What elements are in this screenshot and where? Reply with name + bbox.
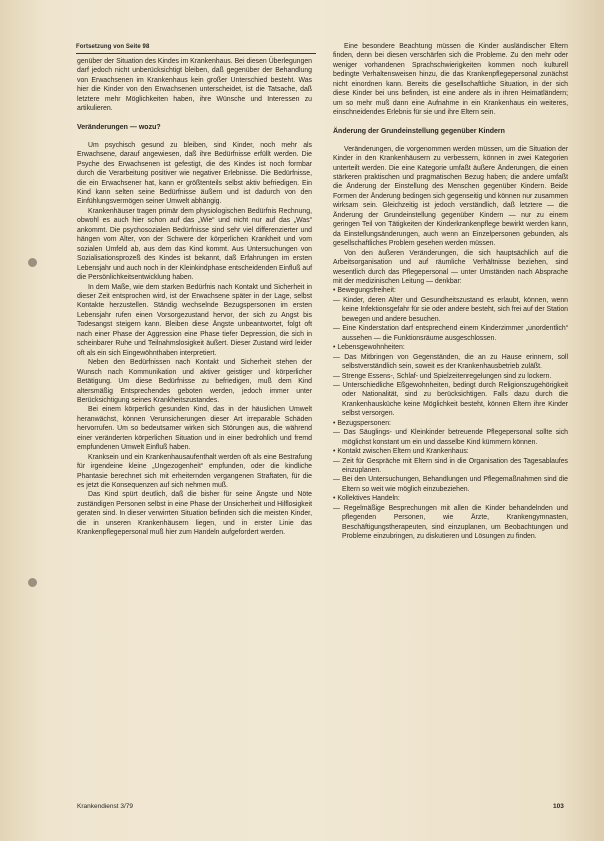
journal-footer: Krankendienst 3/79 bbox=[77, 803, 134, 810]
paragraph: genüber der Situation des Kindes im Krankenhaus. Bei diesen Überlegungen darf jedoch nicht unberücksichtigt bleiben, daß gegenüber der Behandlung von Erwachsenen im Krankenhaus kein großer Unterschied besteht. Was hier die Kinder von den Erwachsenen unterscheidet, ist die Tatsache, daß letztere mehr Möglichkeiten haben, ihre Wünsche und Interessen zu artikulieren. bbox=[77, 58, 312, 113]
list-item: • Bezugspersonen: bbox=[333, 419, 391, 427]
paragraph: Das Kind spürt deutlich, daß die bisher für seine Ängste und Nöte zuständigen Personen selbst in eine Phase der Unsicherheit und Hilflosigkeit geraten sind. In dieser verwirrten Situation befinden sich die meisten Kinder, die in unseren Krankenhäusern liegen, und in erster Linie das Krankenpflegepersonal muß hier zum Handeln aufgefordert werden. bbox=[77, 491, 312, 537]
binder-hole bbox=[28, 258, 37, 267]
list-item: • Lebensgewohnheiten: bbox=[333, 344, 405, 352]
list-item: — Strenge Essens-, Schlaf- und Spielzeitenregelungen sind zu lockern. bbox=[333, 372, 552, 380]
right-column bbox=[333, 42, 568, 542]
list-item: — Das Mitbringen von Gegenständen, die an zu Hause erinnern, soll selbstverständlich sein, soweit es der Krankenhausbetrieb zuläßt. bbox=[333, 353, 568, 371]
list-item: — Unterschiedliche Eßgewohnheiten, bedingt durch Religionszugehörigkeit oder Nationalität, sind zu berücksichtigen. Falls dazu durch die Krankenhausküche keine Möglichkeit besteht, können Eltern ihre Kinder selbst versorgen. bbox=[333, 381, 568, 418]
paragraph: Krankenhäuser tragen primär dem physiologischen Bedürfnis Rechnung, obwohl es auch hier schon auf das „Wie“ und nicht nur auf das „Was“ ankommt. Die psychosozialen Bedürfnisse sind sehr viel differenzierter und hängen vom Alter, von der Schwere der körperlichen Krankheit und vom sozialen Umfeld ab, aus dem das Kind kommt. Aus Untersuchungen von Sozialisationsprozeß des Kindes ist bekannt, daß Erfahrungen im ersten Lebensjahr und auch noch in der Kleinkindphase entscheidenden Einfluß auf die Persönlichkeitsentwicklung haben. bbox=[77, 207, 312, 282]
continuation-label: Fortsetzung von Seite 98 bbox=[76, 44, 150, 50]
left-column bbox=[77, 57, 312, 538]
continuation-rule bbox=[76, 53, 316, 54]
list-item: • Bewegungsfreiheit: bbox=[333, 287, 396, 295]
paragraph: Kranksein und ein Krankenhausaufenthalt werden oft als eine Bestrafung für irgendeine kleine „Ungezogenheit“ empfunden, oder die kindliche Phantasie berechnet sich mit erheiternden vergangenen Straftaten, für die es jetzt die Konsequenzen auf sich nehmen muß. bbox=[77, 453, 312, 490]
paragraph: Von den äußeren Veränderungen, die sich hauptsächlich auf die Arbeitsorganisation und auf räumliche Verhältnisse beziehen, sind wesentlich durch das Pflegepersonal — unter Umständen nach Absprache mit der medizinischen Leitung — denkbar: bbox=[333, 249, 568, 285]
list-item: — Regelmäßige Besprechungen mit allen die Kinder behandelnden und pflegenden Personen, wie Ärzte, Krankengymnasten, Beschäftigungstherapeuten, sind einzuplanen, um Beobachtungen und Probleme einzubringen, zu diskutieren und Lösungen zu finden. bbox=[333, 504, 568, 541]
paragraph: Veränderungen, die vorgenommen werden müssen, um die Situation der Kinder in den Krankenhäusern zu verbessern, können in zwei Kategorien unterteilt werden. Die eine Kategorie umfaßt äußere Änderungen, die einen stärkeren praktischen und pragmatischen Bezug haben; die andere umfaßt die Änderung der Einstellung des Menschen gegenüber Kindern. Beide Formen der Änderung bedingen sich gegenseitig und können nur zusammen wirksam sein. Gleichzeitig ist jedoch verständlich, daß letztere — die Änderung der Grundeinstellung gegenüber Kindern — nur zu einem geringen Teil von Tätigkeiten der Kinderkrankenpflege bewirkt werden kann, da Einstellungsänderungen, auch wenn an Einzelpersonen gebunden, als gesellschaftliches Problem gesehen werden müssen. bbox=[333, 145, 568, 248]
section-heading: Veränderungen — wozu? bbox=[77, 123, 161, 131]
binder-hole bbox=[28, 578, 37, 587]
paragraph: Bei einem körperlich gesunden Kind, das in der häuslichen Umwelt heranwächst, können Verunsicherungen dieser Art irreparable Schäden hervorrufen. Um so bedeutsamer wirken sich Störungen aus, die während einer veränderten körperlichen Situation und in einer bedrohlich und fremd empfundenen Umwelt Einfluß haben. bbox=[77, 406, 312, 452]
paragraph: Eine besondere Beachtung müssen die Kinder ausländischer Eltern finden, denn bei diesen verschärfen sich die Probleme. Zu den mehr oder weniger vorhandenen Sprachschwierigkeiten kommen noch kulturell bedingte Verhaltensweisen hinzu, die das Krankenpflegepersonal zunächst nicht einordnen kann. Bereits die gesellschaftliche Situation, in der sich diese Kinder bei uns befinden, ist eine andere als in ihren Heimatländern; um so mehr muß dann eine Aufnahme in ein Krankenhaus ein weiteres, einschneidendes Erlebnis für sie und ihre Eltern sein. bbox=[333, 43, 568, 117]
list-item: — Eine Kinderstation darf entsprechend einem Kinderzimmer „unordentlich“ aussehen — die Funktionsräume ausgeschlossen. bbox=[333, 325, 568, 342]
measures-list bbox=[333, 286, 568, 541]
list-item: — Kinder, deren Alter und Gesundheitszustand es erlaubt, können, wenn keine Infektionsgefahr für sie oder andere besteht, sich frei auf der Station bewegen und andere besuchen. bbox=[333, 296, 568, 323]
list-item: — Zeit für Gespräche mit Eltern sind in die Organisation des Tagesablaufes einzuplanen. bbox=[333, 457, 568, 475]
list-item: — Das Säuglings- und Kleinkinder betreuende Pflegepersonal sollte sich möglichst konstant um ein und dasselbe Kind kümmern können. bbox=[333, 429, 568, 446]
list-item: — Bei den Untersuchungen, Behandlungen und Pflegemaßnahmen sind die Eltern so weit wie möglich einzubeziehen. bbox=[333, 476, 568, 493]
page-number: 103 bbox=[553, 803, 564, 810]
paragraph: Um psychisch gesund zu bleiben, sind Kinder, noch mehr als Erwachsene, darauf angewiesen, daß ihre Bedürfnisse erfüllt werden. Die Psyche des Erwachsenen ist gefestigt, die des Kindes ist noch formbar durch die Verarbeitung positiver wie negativer Erlebnisse. Die Bedürfnisse, die ein Erwachsener hat, kann er größtenteils selbst aktiv befriedigen. Ein Kind kann selten seine Bedürfnisse äußern und ist dadurch von den Einfühlungsvermögen seiner Umwelt abhängig. bbox=[77, 141, 312, 206]
paragraph: Neben den Bedürfnissen nach Kontakt und Sicherheit stehen der Wunsch nach Kommunikation und aktiver geistiger und körperlicher Betätigung. Um diese Bedürfnisse zu befriedigen, muß dem Kind altersmäßig Entsprechendes geboten werden, jedoch immer unter Berücksichtigung seines Krankheitszustandes. bbox=[77, 359, 312, 404]
list-item: • Kontakt zwischen Eltern und Krankenhaus: bbox=[333, 448, 469, 456]
paragraph: In dem Maße, wie dem starken Bedürfnis nach Kontakt und Sicherheit in dieser Zeit entsprochen wird, ist der Erwachsene später in der Lage, selbst Kontakte herzustellen. Ständig wechselnde Bezugspersonen im ersten Lebensjahr rufen einen Vorsorgezustand hervor, der sich zu Angst bis Todesangst steigern kann. Bleiben diese Ängste unbeantwortet, folgt oft nach einer Phase der Aggression eine Phase tiefer Depression, die sich in scheinbarer Ruhe und Teilnahmslosigkeit äußert. Dieser Zustand wird leider oft als ein sich Eingewöhnthaben interpretiert. bbox=[77, 283, 312, 357]
list-item: • Kollektives Handeln: bbox=[333, 495, 400, 503]
section-heading: Änderung der Grundeinstellung gegenüber Kindern bbox=[333, 127, 505, 135]
